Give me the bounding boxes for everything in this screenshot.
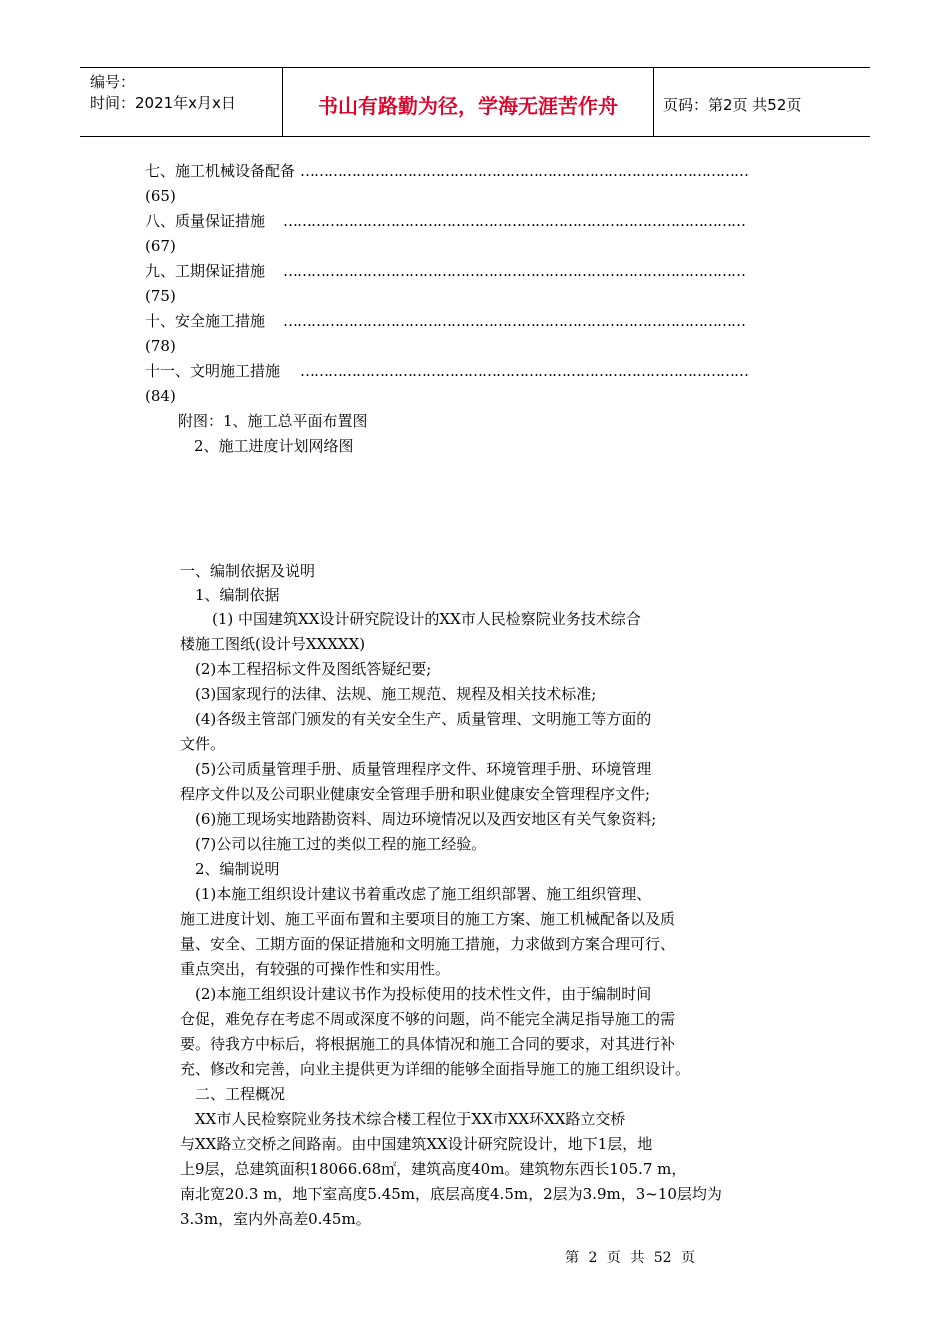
toc-item-title: 七、施工机械设备配备 — [145, 162, 296, 180]
paragraph-line: (2)本施工组织设计建议书作为投标使用的技术性文件，由于编制时间 — [195, 985, 652, 1003]
paragraph-line: (1) 中国建筑XX设计研究院设计的XX市人民检察院业务技术综合 — [212, 610, 641, 628]
paragraph-line: 楼施工图纸(设计号XXXXX) — [180, 635, 366, 653]
paragraph-line: (5)公司质量管理手册、质量管理程序文件、环境管理手册、环境管理 — [195, 760, 652, 778]
toc-item-page: (78) — [145, 337, 176, 355]
toc-leader-dots: …………………………………………………………………………………… — [300, 162, 748, 180]
paragraph-line: (2)本工程招标文件及图纸答疑纪要; — [195, 660, 432, 678]
paragraph-line: 程序文件以及公司职业健康安全管理手册和职业健康安全管理程序文件; — [180, 785, 651, 803]
paragraph-line: (6)施工现场实地踏勘资料、周边环境情况以及西安地区有关气象资料; — [195, 810, 657, 828]
header-page-info: 页码：第2页 共52页 — [663, 96, 802, 114]
paragraph-line: 重点突出，有较强的可操作性和实用性。 — [180, 960, 451, 978]
toc-item-page: (84) — [145, 387, 176, 405]
paragraph-line: 南北宽20.3 m，地下室高度5.45m，底层高度4.5m，2层为3.9m，3~10层均为 — [180, 1185, 722, 1203]
header-left-cell — [80, 68, 283, 136]
toc-item-title: 十一、文明施工措施 — [145, 362, 281, 380]
paragraph-line: 3.3m，室内外高差0.45m。 — [180, 1210, 371, 1228]
toc-item-title: 十、安全施工措施 — [145, 312, 266, 330]
paragraph-line: 文件。 — [180, 735, 226, 753]
document-time-label: 时间：2021年x月x日 — [90, 94, 236, 112]
toc-leader-dots: ……………………………………………………………………………………… — [283, 212, 745, 230]
paragraph-line: (1)本施工组织设计建议书着重改虑了施工组织部署、施工组织管理、 — [195, 885, 652, 903]
toc-leader-dots: …………………………………………………………………………………… — [300, 362, 748, 380]
paragraph-line: (7)公司以往施工过的类似工程的施工经验。 — [195, 835, 487, 853]
subsection-heading: 2、编制说明 — [195, 860, 280, 878]
paragraph-line: 与XX路立交桥之间路南。由中国建筑XX设计研究院设计，地下1层，地 — [180, 1135, 653, 1153]
toc-item-page: (75) — [145, 287, 176, 305]
header-center-cell — [283, 68, 654, 136]
paragraph-line: (4)各级主管部门颁发的有关安全生产、质量管理、文明施工等方面的 — [195, 710, 652, 728]
toc-item-page: (65) — [145, 187, 176, 205]
appendix-line: 2、施工进度计划网络图 — [194, 437, 354, 455]
page-footer: 第 2 页 共 52 页 — [565, 1250, 695, 1266]
toc-leader-dots: ……………………………………………………………………………………… — [283, 262, 745, 280]
paragraph-line: 上9层，总建筑面积18066.68㎡，建筑高度40m。建筑物东西长105.7 m， — [180, 1160, 687, 1178]
document-number-label: 编号： — [90, 73, 136, 91]
toc-item-title: 九、工期保证措施 — [145, 262, 266, 280]
paragraph-line: 充、修改和完善，向业主提供更为详细的能够全面指导施工的施工组织设计。 — [180, 1060, 691, 1078]
paragraph-line: (3)国家现行的法律、法规、施工规范、规程及相关技术标准; — [195, 685, 597, 703]
page-header — [80, 67, 870, 137]
paragraph-line: 量、安全、工期方面的保证措施和文明施工措施，力求做到方案合理可行、 — [180, 935, 676, 953]
section-heading: 一、编制依据及说明 — [180, 562, 316, 580]
paragraph-line: 施工进度计划、施工平面布置和主要项目的施工方案、施工机械配备以及质 — [180, 910, 676, 928]
header-motto: 书山有路勤为径，学海无涯苦作舟 — [318, 94, 618, 118]
appendix-line: 附图：1、施工总平面布置图 — [178, 412, 368, 430]
toc-leader-dots: ……………………………………………………………………………………… — [283, 312, 745, 330]
header-right-cell — [654, 68, 870, 136]
paragraph-line: XX市人民检察院业务技术综合楼工程位于XX市XX环XX路立交桥 — [195, 1110, 626, 1128]
section-heading: 二、工程概况 — [195, 1085, 286, 1103]
subsection-heading: 1、编制依据 — [195, 586, 280, 604]
paragraph-line: 仓促，难免存在考虑不周或深度不够的问题，尚不能完全满足指导施工的需 — [180, 1010, 676, 1028]
toc-item-page: (67) — [145, 237, 176, 255]
toc-item-title: 八、质量保证措施 — [145, 212, 266, 230]
paragraph-line: 要。待我方中标后，将根据施工的具体情况和施工合同的要求，对其进行补 — [180, 1035, 676, 1053]
